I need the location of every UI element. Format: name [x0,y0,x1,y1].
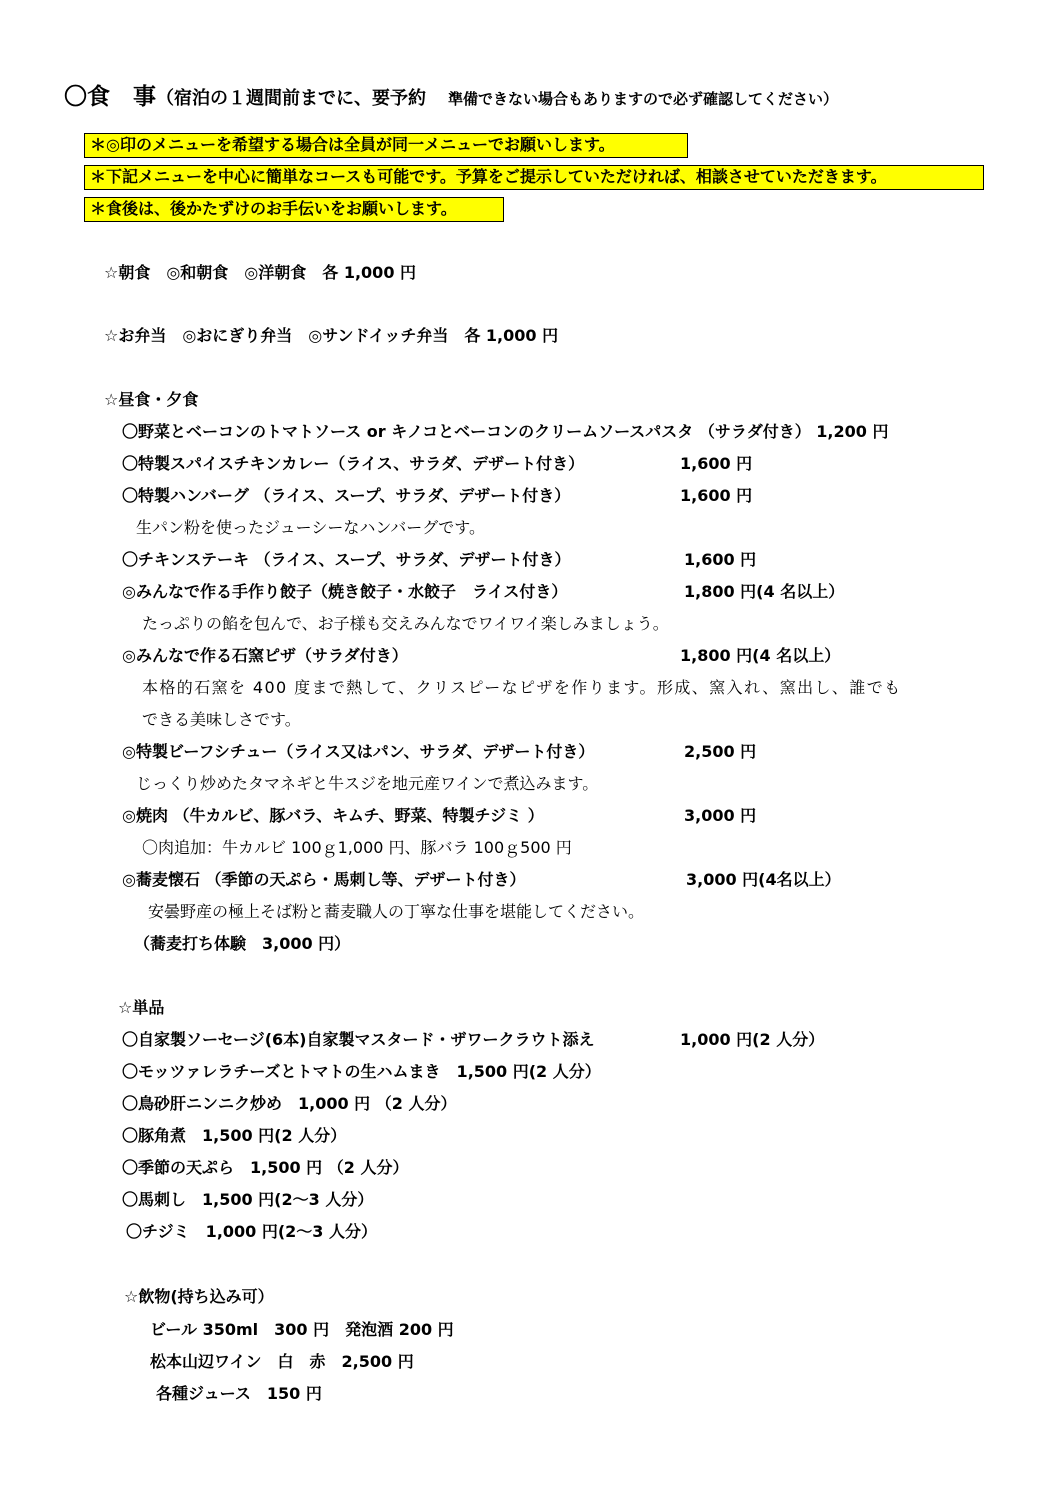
menu-price-yakiniku: 3,000 円 [684,806,757,825]
page-title [64,86,838,109]
menu-price-hamburg: 1,600 円 [680,486,753,505]
drink-juice: 各種ジュース 150 円 [156,1384,322,1403]
menu-item-pasta: 〇野菜とベーコンのトマトソース or キノコとベーコンのクリームソースパスタ （サラダ付き） 1,200 円 [122,422,889,441]
single-items-heading: ☆単品 [118,998,165,1017]
menu-desc-soba: 安曇野産の極上そば粉と蕎麦職人の丁寧な仕事を堪能してください。 [148,902,645,921]
drink-wine: 松本山辺ワイン 白 赤 2,500 円 [150,1352,414,1371]
title-note: 準備できない場合もありますので必ず確認してください） [448,90,839,108]
single-item-mozzarella: 〇モッツァレラチーズとトマトの生ハムまき 1,500 円(2 人分） [122,1062,601,1081]
menu-item-chicken-steak: 〇チキンステーキ （ライス、スープ、サラダ、デザート付き） [122,550,571,569]
single-item-gizzard: 〇鳥砂肝ニンニク炒め 1,000 円 （2 人分） [122,1094,457,1113]
notice-3: ＊食後は、後かたずけのお手伝いをお願いします。 [84,197,504,222]
single-item-kakuni: 〇豚角煮 1,500 円(2 人分） [122,1126,347,1145]
menu-price-gyoza: 1,800 円(4 名以上） [684,582,845,601]
single-item-basashi: 〇馬刺し 1,500 円(2～3 人分） [122,1190,374,1209]
menu-item-soba: ◎蕎麦懐石 （季節の天ぷら・馬刺し等、デザート付き） [122,870,526,889]
lunch-dinner-heading: ☆昼食・夕食 [104,390,199,409]
menu-price-curry: 1,600 円 [680,454,753,473]
menu-item-hamburg: 〇特製ハンバーグ （ライス、スープ、サラダ、デザート付き） [122,486,571,505]
menu-price-pizza: 1,800 円(4 名以上） [680,646,841,665]
single-item-tempura: 〇季節の天ぷら 1,500 円 （2 人分） [122,1158,409,1177]
menu-desc-yakiniku: 〇肉追加：牛カルビ 100ｇ1,000 円、豚バラ 100ｇ500 円 [142,838,572,857]
menu-item-curry: 〇特製スパイスチキンカレー（ライス、サラダ、デザート付き） [122,454,585,473]
notice-2: ＊下記メニューを中心に簡単なコースも可能です。予算をご提示していただければ、相談させていただきます。 [84,165,984,190]
menu-item-yakiniku: ◎焼肉 （牛カルビ、豚バラ、キムチ、野菜、特製チジミ ） [122,806,544,825]
menu-desc-hamburg: 生パン粉を使ったジューシーなハンバーグです。 [136,518,485,537]
drinks-heading: ☆飲物(持ち込み可） [124,1287,274,1306]
menu-desc-gyoza: たっぷりの餡を包んで、お子様も交えみんなでワイワイ楽しみましょう。 [142,614,669,633]
single-price-sausage: 1,000 円(2 人分） [680,1030,825,1049]
menu-desc-pizza-2: できる美味しさです。 [142,710,301,729]
drink-beer: ビール 350ml 300 円 発泡酒 200 円 [150,1320,454,1339]
single-item-chijimi: 〇チジミ 1,000 円(2～3 人分） [126,1222,378,1241]
menu-desc-beef-stew: じっくり炒めたタマネギと牛スジを地元産ワインで煮込みます。 [136,774,599,793]
menu-desc-pizza-1: 本格的石窯を 400 度まで熱して、クリスピーなピザを作ります。形成、窯入れ、窯出し、誰でも [142,678,902,697]
title-paren: （宿泊の１週間前までに、要予約 [156,88,426,109]
single-item-sausage: 〇自家製ソーセージ(6本)自家製マスタード・ザワークラウト添え [122,1030,595,1049]
bento-line: ☆お弁当 ◎おにぎり弁当 ◎サンドイッチ弁当 各 1,000 円 [104,326,559,345]
menu-price-chicken-steak: 1,600 円 [684,550,757,569]
menu-price-soba: 3,000 円(4名以上） [686,870,841,889]
menu-item-pizza: ◎みんなで作る石窯ピザ（サラダ付き） [122,646,408,665]
menu-item-gyoza: ◎みんなで作る手作り餃子（焼き餃子・水餃子 ライス付き） [122,582,568,601]
menu-price-beef-stew: 2,500 円 [684,742,757,761]
title-main: 〇食 事 [64,84,156,110]
notice-1: ＊◎印のメニューを希望する場合は全員が同一メニューでお願いします。 [84,133,688,158]
menu-item-beef-stew: ◎特製ビーフシチュー（ライス又はパン、サラダ、デザート付き） [122,742,595,761]
menu-item-soba-experience: （蕎麦打ち体験 3,000 円） [134,934,351,953]
breakfast-line: ☆朝食 ◎和朝食 ◎洋朝食 各 1,000 円 [104,263,417,282]
